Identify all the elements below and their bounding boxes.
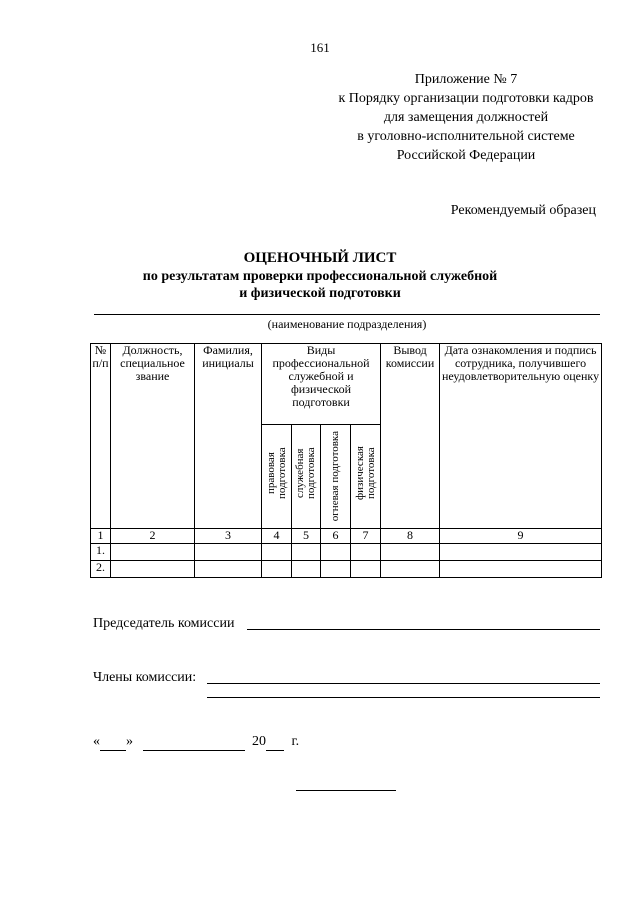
column-number: 9 [440, 529, 602, 544]
appendix-line: Российской Федерации [396, 148, 536, 163]
date-row [93, 734, 299, 751]
members-label: Члены комиссии: [93, 670, 197, 685]
appendix-line: для замещения должностей [383, 110, 549, 125]
subtitle-line: по результатам проверки профессиональной служебной [142, 269, 498, 284]
row-number: 1. [91, 544, 111, 561]
date-month-blank[interactable] [143, 734, 245, 751]
subheader-label: служебная подготовка [294, 447, 317, 499]
document-subtitle [0, 268, 640, 302]
subheader-physical [351, 425, 381, 529]
column-number: 7 [351, 529, 381, 544]
table-cell[interactable] [262, 544, 292, 561]
table-cell[interactable] [262, 561, 292, 578]
subheader-label: физическая подготовка [353, 446, 377, 500]
column-number: 1 [91, 529, 111, 544]
table-cell[interactable] [351, 544, 381, 561]
closing-divider-line [296, 790, 396, 791]
unit-name-line [94, 314, 600, 315]
subtitle-line: и физической подготовки [239, 286, 401, 301]
table-cell[interactable] [111, 561, 195, 578]
document-title: ОЦЕНОЧНЫЙ ЛИСТ [243, 250, 397, 266]
table-cell[interactable] [195, 544, 262, 561]
appendix-line: в уголовно-исполнительной системе [357, 129, 575, 144]
table-cell[interactable] [381, 544, 440, 561]
table-cell[interactable] [321, 544, 351, 561]
table-row [91, 544, 602, 561]
chairman-signature-line[interactable] [247, 629, 600, 630]
header-conclusion: Вывод комиссии [381, 344, 440, 529]
chairman-label: Председатель комиссии [93, 616, 235, 631]
subheader-label: огневая подготовка [329, 430, 341, 521]
members-signature-line-2[interactable] [207, 697, 600, 698]
date-open-quote: « [93, 734, 100, 749]
table-cell[interactable] [351, 561, 381, 578]
column-number: 2 [111, 529, 195, 544]
assessment-table [90, 343, 602, 578]
header-acquaintance: Дата ознакомления и подпись сотрудника, получившего неудовлетворительную оценку [440, 344, 602, 529]
subheader-fire [321, 425, 351, 529]
page-number: 161 [310, 40, 330, 55]
header-num: № п/п [91, 344, 111, 529]
header-position: Должность, специальное звание [111, 344, 195, 529]
appendix-line: Приложение № 7 [414, 72, 518, 87]
date-day-blank[interactable] [100, 734, 126, 751]
members-signature-line-1[interactable] [207, 683, 600, 684]
subheader-label: правовая подготовка [264, 447, 288, 499]
header-training-types: Виды профессиональной служебной и физической подготовки [262, 344, 381, 425]
table-row [91, 561, 602, 578]
table-cell[interactable] [195, 561, 262, 578]
table-cell[interactable] [440, 544, 602, 561]
table-cell[interactable] [111, 544, 195, 561]
row-number: 2. [91, 561, 111, 578]
appendix-block [300, 70, 632, 165]
column-number: 6 [321, 529, 351, 544]
column-number: 3 [195, 529, 262, 544]
table-cell[interactable] [292, 561, 321, 578]
date-year-blank[interactable] [266, 734, 284, 751]
column-number: 8 [381, 529, 440, 544]
date-year-suffix: г. [291, 734, 300, 749]
column-number: 4 [262, 529, 292, 544]
table-cell[interactable] [440, 561, 602, 578]
unit-name-caption: (наименование подразделения) [267, 317, 427, 331]
recommended-sample-label: Рекомендуемый образец [450, 203, 596, 218]
table-cell[interactable] [292, 544, 321, 561]
table-cell[interactable] [321, 561, 351, 578]
header-name: Фамилия, инициалы [195, 344, 262, 529]
subheader-legal [262, 425, 292, 529]
appendix-line: к Порядку организации подготовки кадров [338, 91, 594, 106]
date-year-prefix: 20 [252, 734, 266, 749]
table-cell[interactable] [381, 561, 440, 578]
column-number: 5 [292, 529, 321, 544]
date-close-quote: » [126, 734, 133, 749]
subheader-service [292, 425, 321, 529]
